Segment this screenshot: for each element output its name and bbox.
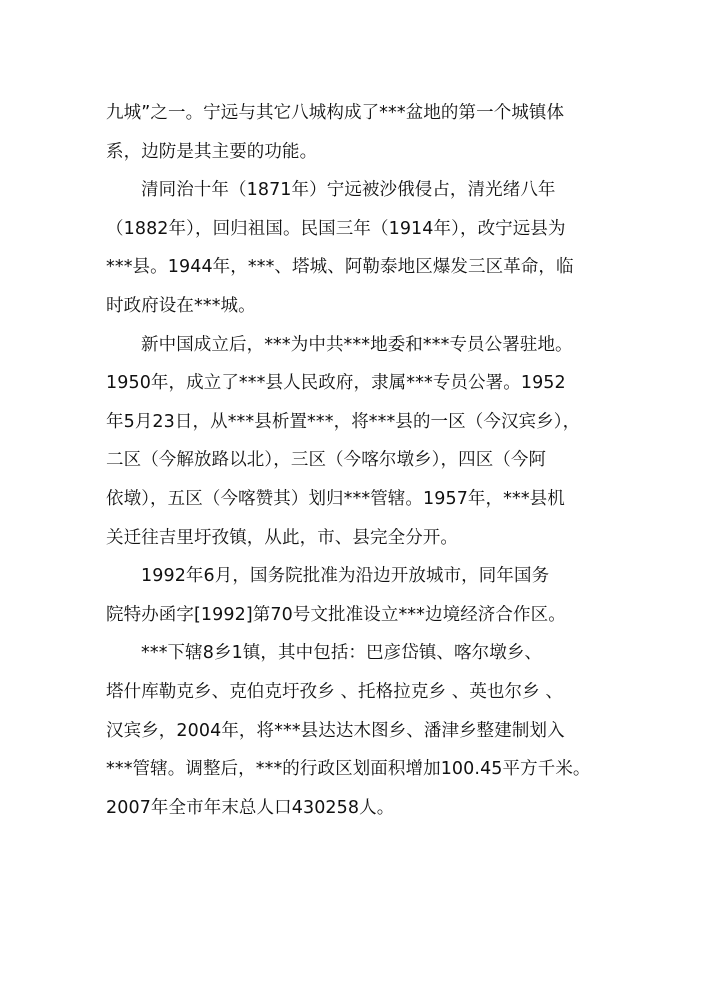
text-line: 2007年全市年末总人口430258人。 — [106, 797, 395, 818]
text-line: 1950年，成立了***县人民政府，隶属***专员公署。1952 — [106, 373, 566, 394]
text-line: 年5月23日，从***县析置***，将***县的一区（今汉宾乡）， — [106, 411, 581, 432]
text-line: ***县。1944年，***、塔城、阿勒泰地区爆发三区革命，临 — [106, 257, 574, 278]
text-line: 清同治十年（1871年）宁远被沙俄侵占，清光绪八年 — [141, 180, 556, 201]
text-line: 时政府设在***城。 — [106, 295, 256, 316]
text-line: 二区（今解放路以北），三区（今喀尔墩乡），四区（今阿 — [106, 450, 547, 471]
text-line: 院特办函字[1992]第70号文批准设立***边境经济合作区。 — [106, 604, 566, 625]
body-text — [106, 94, 626, 827]
text-line: 关迁往吉里圩孜镇，从此，市、县完全分开。 — [106, 527, 458, 548]
text-line: 系，边防是其主要的功能。 — [106, 141, 318, 162]
text-line: 1992年6月，国务院批准为沿边开放城市，同年国务 — [141, 566, 550, 587]
text-line: 九城”之一。宁远与其它八城构成了***盆地的第一个城镇体 — [106, 103, 565, 123]
text-line: ***下辖8乡1镇，其中包括：巴彦岱镇、喀尔墩乡、 — [141, 643, 543, 664]
text-line: （1882年），回归祖国。民国三年（1914年），改宁远县为 — [106, 218, 566, 239]
text-line: 新中国成立后，***为中共***地委和***专员公署驻地。 — [141, 334, 573, 355]
text-line: 依墩），五区（今喀赞其）划归***管辖。1957年，***县机 — [106, 488, 565, 509]
text-line: ***管辖。调整后，***的行政区划面积增加100.45平方千米。 — [106, 759, 591, 780]
text-line: 塔什库勒克乡、克伯克圩孜乡 、托格拉克乡 、英也尔乡 、 — [106, 681, 563, 702]
text-line: 汉宾乡，2004年，将***县达达木图乡、潘津乡整建制划入 — [106, 720, 565, 741]
